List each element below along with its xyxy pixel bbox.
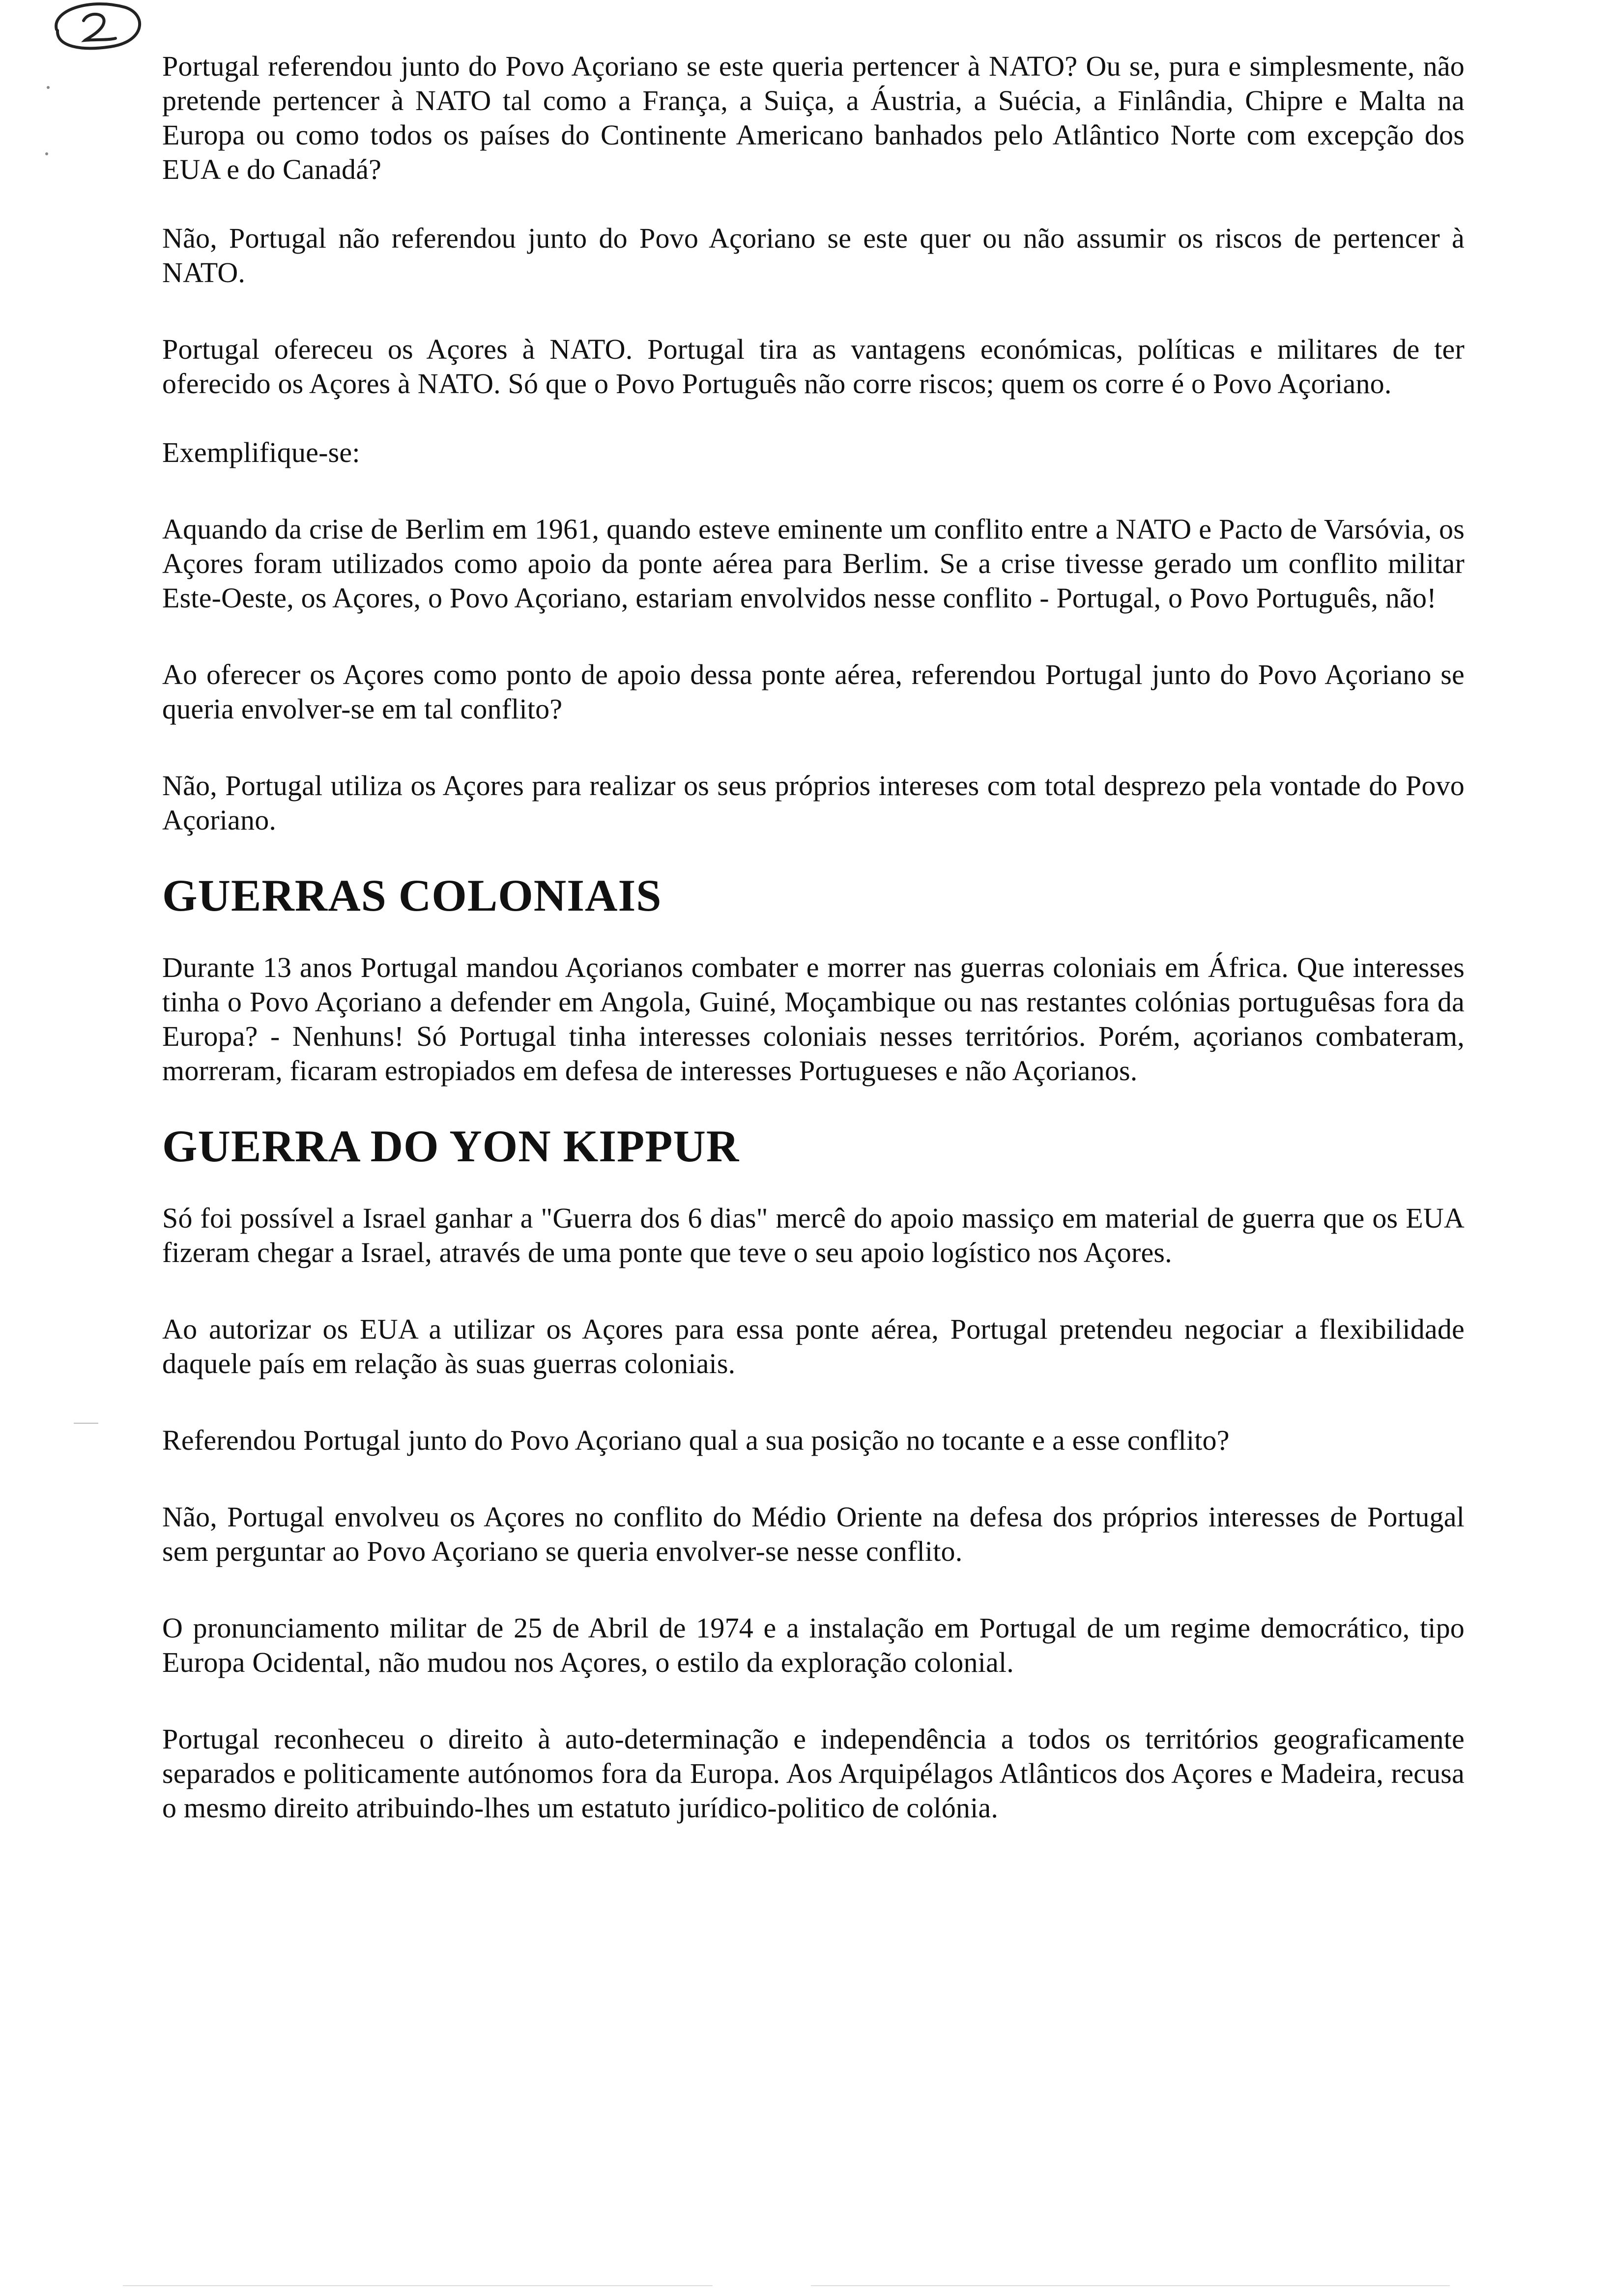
scan-artifact — [47, 86, 50, 89]
paragraph-colonial-wars: Durante 13 anos Portugal mandou Açorianos combater e morrer nas guerras coloniais em África. Que interesses tinha o Povo Açoriano a defender em Angola, Guiné, Moçambique ou nas restantes colónias portuguêsas fora da Europa? - Nenhuns! Só Portugal tinha interesses coloniais nesses territórios. Porém, açorianos combateram, morreram, ficaram estropiados em defesa de interesses Portugueses e não Açorianos. — [162, 951, 1465, 1087]
paragraph-usa-authorization: Ao autorizar os EUA a utilizar os Açores para essa ponte aérea, Portugal pretendeu negociar a flexibilidade daquele país em relação às suas guerras coloniais. — [162, 1313, 1465, 1379]
paragraph-april-25: O pronunciamento militar de 25 de Abril de 1974 e a instalação em Portugal de um regime democrático, tipo Europa Ocidental, não mudou nos Açores, o estilo da exploração colonial. — [162, 1612, 1465, 1678]
paragraph-nato-question: Portugal referendou junto do Povo Açoriano se este queria pertencer à NATO? Ou se, pura e simplesmente, não pretende pertencer à NATO tal como a França, a Suiça, a Áustria, a Suécia, a Finlândia, Chipre e Malta na Europa ou como todos os países do Continente Americano banhados pelo Atlântico Norte com excepção dos EUA e do Canadá? — [162, 50, 1465, 185]
scan-artifact — [74, 1423, 98, 1424]
paragraph-berlin-crisis: Aquando da crise de Berlim em 1961, quando esteve eminente um conflito entre a NATO e Pacto de Varsóvia, os Açores foram utilizados como apoio da ponte aérea para Berlim. Se a crise tivesse gerado um conflito militar Este-Oeste, os Açores, o Povo Açoriano, estariam envolvidos nesse conflito - Portugal, o Povo Português, não! — [162, 513, 1465, 614]
paragraph-nato-answer: Não, Portugal não referendou junto do Povo Açoriano se este quer ou não assumir os riscos de pertencer à NATO. — [162, 222, 1465, 288]
scan-artifact — [811, 2285, 1450, 2286]
paragraph-six-day-war: Só foi possível a Israel ganhar a "Guerra dos 6 dias" mercê do apoio massiço em material de guerra que os EUA fizeram chegar a Israel, através de uma ponte que teve o seu apoio logístico nos Açores. — [162, 1202, 1465, 1268]
scan-artifact — [45, 152, 48, 155]
paragraph-example-intro: Exemplifique-se: — [162, 436, 360, 468]
handwritten-page-number — [47, 0, 145, 54]
heading-colonial-wars: GUERRAS COLONIAIS — [162, 870, 662, 920]
paragraph-middle-east: Não, Portugal envolveu os Açores no conflito do Médio Oriente na defesa dos próprios interesses de Portugal sem perguntar ao Povo Açoriano se queria envolver-se nesse conflito. — [162, 1501, 1465, 1567]
paragraph-air-bridge-question: Ao oferecer os Açores como ponto de apoio dessa ponte aérea, referendou Portugal junto do Povo Açoriano se queria envolver-se em tal conflito? — [162, 659, 1465, 725]
document-body — [162, 49, 1465, 1867]
handwritten-circle-icon — [47, 0, 145, 54]
scan-artifact — [123, 2285, 713, 2286]
heading-yom-kippur-war: GUERRA DO YON KIPPUR — [162, 1121, 740, 1171]
paragraph-referendum-question: Referendou Portugal junto do Povo Açoriano qual a sua posição no tocante e a esse conflito? — [162, 1424, 1230, 1456]
paragraph-own-interests: Não, Portugal utiliza os Açores para realizar os seus próprios intereses com total desprezo pela vontade do Povo Açoriano. — [162, 770, 1465, 836]
paragraph-self-determination: Portugal reconheceu o direito à auto-determinação e independência a todos os territórios geograficamente separados e politicamente autónomos fora da Europa. Aos Arquipélagos Atlânticos dos Açores e Madeira, recusa o mesmo direito atribuindo-lhes um estatuto jurídico-politico de colónia. — [162, 1723, 1465, 1824]
paragraph-azores-offered: Portugal ofereceu os Açores à NATO. Portugal tira as vantagens económicas, políticas e militares de ter oferecido os Açores à NATO. Só que o Povo Português não corre riscos; quem os corre é o Povo Açoriano. — [162, 333, 1465, 400]
